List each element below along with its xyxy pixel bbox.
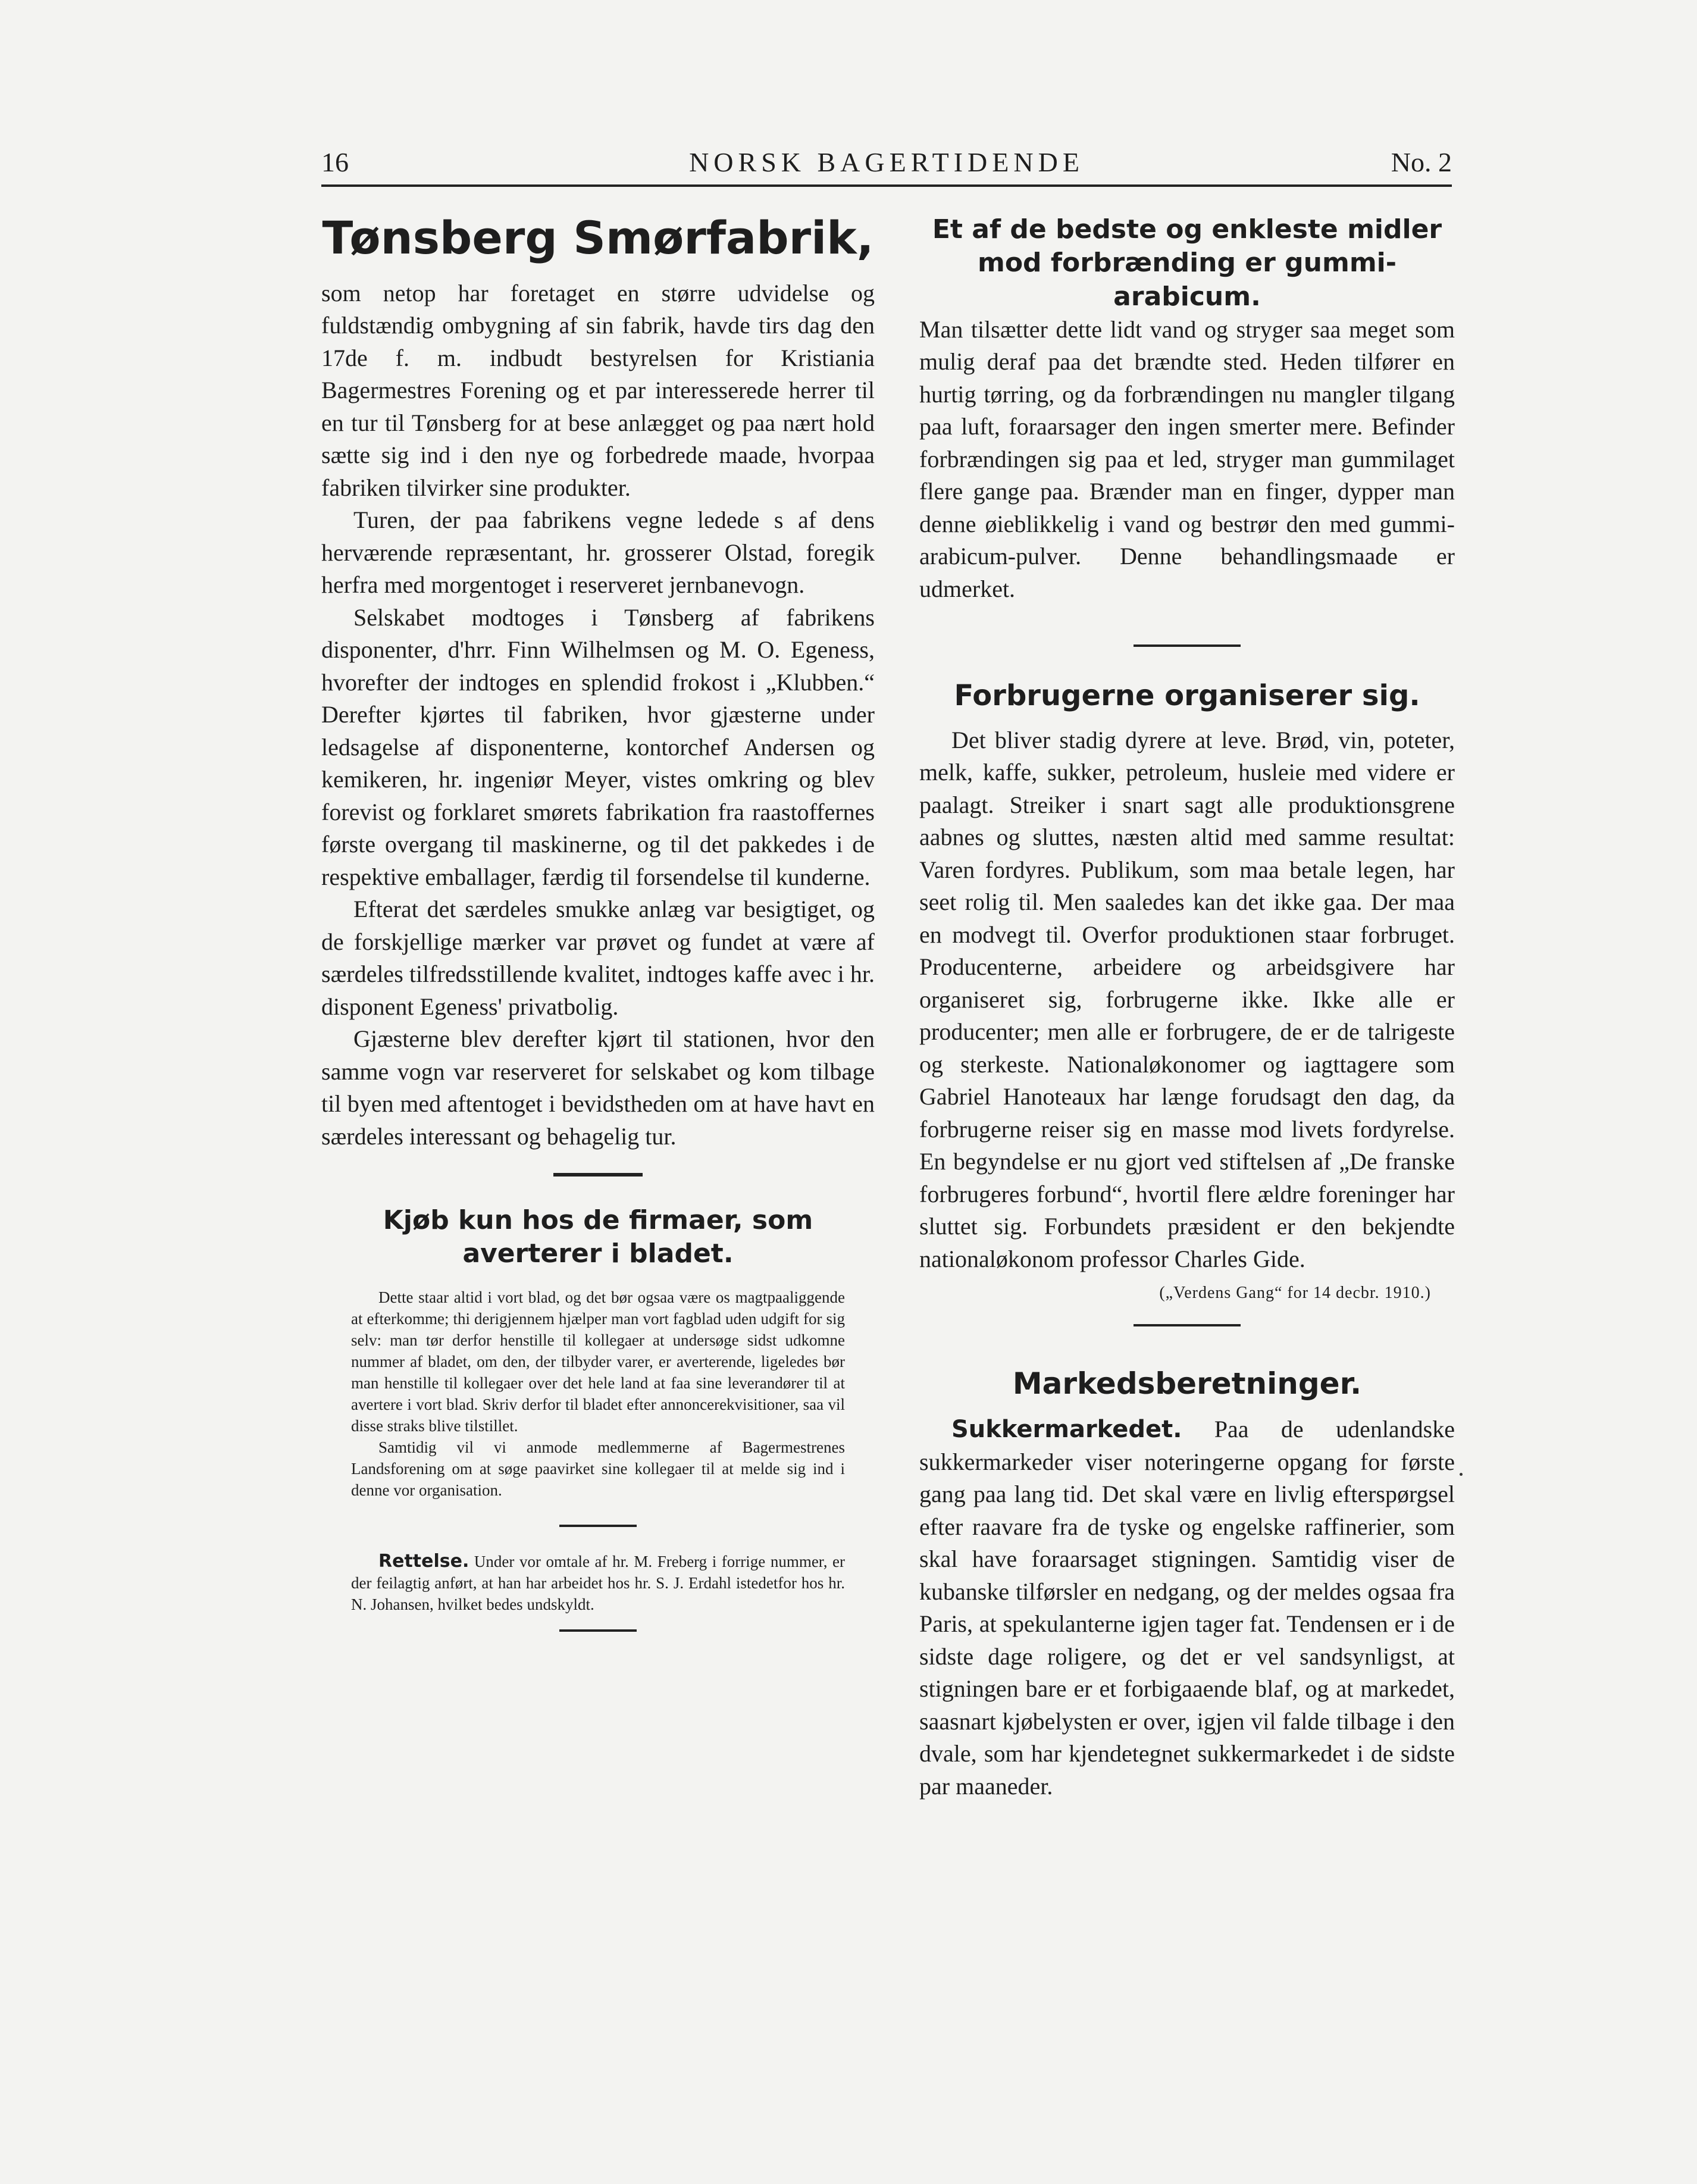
notice-paragraph: Samtidig vil vi anmode medlemmerne af Bagermestrenes Landsforening om at søge paavirket sine kollegaer til at melde sig ind i denne vor organisation. <box>351 1438 845 1499</box>
article-title-smorfabrik: Tønsberg Smørfabrik, <box>322 211 874 264</box>
market-text: Paa de udenlandske sukkermarkeder viser noteringerne opgang for første gang paa lang tid. Det skal være en livlig efterspørgsel efter raavare fra de tyske og engelske raffinerier, som skal have foraarsaget stigningen. Samtidig viser de kubanske tilførsler en nedgang, og der meldes ogsaa fra Paris, at spekulanterne igjen tager fat. Tendensen er i de sidste dage roligere, og det er vel sandsynligst, at stigningen bare er et forbigaaende blaf, og at markedet, saasnart kjøbelysten er over, igjen vil falde tilbage i den dvale, som har kjendetegnet sukkermarkedet i de sidste par maaneder. <box>919 1416 1455 1800</box>
page-number: 16 <box>321 147 349 177</box>
consumer-source: („Verdens Gang“ for 14 decbr. 1910.) <box>1159 1284 1431 1303</box>
publication-title: NORSK BAGERTIDENDE <box>689 147 1084 177</box>
notice-body <box>351 1287 845 1501</box>
notice-title: Kjøb kun hos de firmaer, som averterer i bladet. <box>383 1205 813 1269</box>
section-divider <box>553 1173 643 1177</box>
right-column <box>919 202 1455 1803</box>
correction-label: Rettelse. <box>378 1550 469 1572</box>
market-label: Sukkermarkedet. <box>951 1416 1182 1444</box>
consumer-title: Forbrugerne organiserer sig. <box>954 679 1420 713</box>
section-divider <box>559 1629 637 1632</box>
gum-arabic-title: Et af de bedste og enkleste midler mod forbrænding er gummi-arabicum. <box>932 214 1442 312</box>
left-column <box>321 202 875 1632</box>
article-paragraph: Selskabet modtoges i Tønsberg af fabrikens disponenter, d'hrr. Finn Wilhelmsen og M. O. Egeness, hvorefter der indtoges en splendid frokost i „Klubben.“ Derefter kjørtes til fabriken, hvor gjæsterne under ledsagelse af disponenterne, kontorchef Andersen og kemikeren, hr. ingeniør Meyer, vistes omkring og blev forevist og forklaret smørets fabrikation fra raastoffernes første overgang til maskinerne, og til det pakkedes i de respektive emballager, færdig til forsendelse til kunderne. <box>321 603 875 890</box>
section-divider <box>1134 644 1241 647</box>
market-title: Markedsberetninger. <box>1012 1366 1362 1401</box>
notice-paragraph: Dette staar altid i vort blad, og det bør ogsaa være os magtpaaliggende at efterkomme; thi derigjennem hjælper man vort fagblad uden udgift for sig selv: man tør derfor henstille til kollegaer at undersøge sidst udkomne nummer af bladet, om den, der tilbyder varer, er averterende, ligeledes bør man henstille til kollegaer over det hele land at faa sine leverandører til at avertere i vort blad. Skriv derfor til bladet efter annoncerekvisitioner, saa vil disse straks blive tilstillet. <box>351 1288 845 1435</box>
section-divider <box>559 1525 637 1527</box>
article-paragraph: Efterat det særdeles smukke anlæg var besigtiget, og de forskjellige mærker var prøvet og fundet at være af særdeles tilfredsstillende kvalitet, indtoges kaffe avec i hr. disponent Egeness' privatbolig. <box>321 896 875 1020</box>
ink-speck <box>1460 1473 1463 1476</box>
article-paragraph: som netop har foretaget en større udvidelse og fuldstændig ombygning af sin fabrik, havde tirs dag den 17de f. m. indbudt bestyrelsen for Kristiania Bagermestres Forening og et par interesserede herrer til en tur til Tønsberg for at bese anlægget og paa nært hold sætte sig ind i den nye og forbedrede maade, hvorpaa fabriken tilvirker sine produkter. <box>321 279 875 501</box>
correction-text: Under vor omtale af hr. M. Freberg i forrige nummer, er der feilagtig anført, at han har arbeidet hos hr. S. J. Erdahl istedetfor hos hr. N. Johansen, hvilket bedes undskyldt. <box>351 1552 846 1613</box>
section-divider <box>1134 1324 1241 1326</box>
gum-arabic-text: Man tilsætter dette lidt vand og stryger saa meget som mulig deraf paa det brændte sted. Heden tilfører en hurtig tørring, og da forbrændingen nu mangler tilgang paa luft, foraarsager den ingen smerter mere. Befinder forbrændingen sig paa et led, stryger man gummilaget flere gange paa. Brænder man en finger, dypper man denne øieblikkelig i vand og bestrør den med gummi-arabicum-pulver. Denne behandlingsmaade er udmerket. <box>919 315 1455 602</box>
article-paragraph: Turen, der paa fabrikens vegne ledede s af dens herværende repræsentant, hr. grosserer Olstad, foregik herfra med morgentoget i reserveret jernbanevogn. <box>321 506 875 599</box>
article-paragraph: Gjæsterne blev derefter kjørt til stationen, hvor den samme vogn var reserveret for selskabet og kom tilbage til byen med aftentoget i bevidstheden om at have havt en særdeles interessant og behagelig tur. <box>321 1025 875 1150</box>
consumer-text: Det bliver stadig dyrere at leve. Brød, vin, poteter, melk, kaffe, sukker, petroleum, husleie med videre er paalagt. Streiker i snart sagt alle produktionsgrene aabnes og sluttes, næsten altid med samme resultat: Varen fordyres. Publikum, som maa betale legen, har seet rolig til. Men saaledes kan det ikke gaa. Der maa en modvegt til. Overfor produktionen staar forbruget. Producenterne, arbeidere og arbeidsgivere har organiseret sig, forbrugerne ikke. Ikke alle er producenter; men alle er forbrugere, de er de talrigeste og sterkeste. Nationaløkonomer og iagttagere som Gabriel Hanoteaux har længe forudsagt den dag, da forbrugerne reiser sig en masse mod livets fordyrelse. En begyndelse er nu gjort ved stiftelsen af „De franske forbrugeres forbund“, hvortil flere ældre foreninger har sluttet sig. Forbundets præsident er den bekjendte nationaløkonom professor Charles Gide. <box>919 726 1455 1272</box>
page-header <box>321 143 1452 187</box>
issue-number: No. 2 <box>1391 147 1452 177</box>
correction-notice <box>351 1551 845 1615</box>
